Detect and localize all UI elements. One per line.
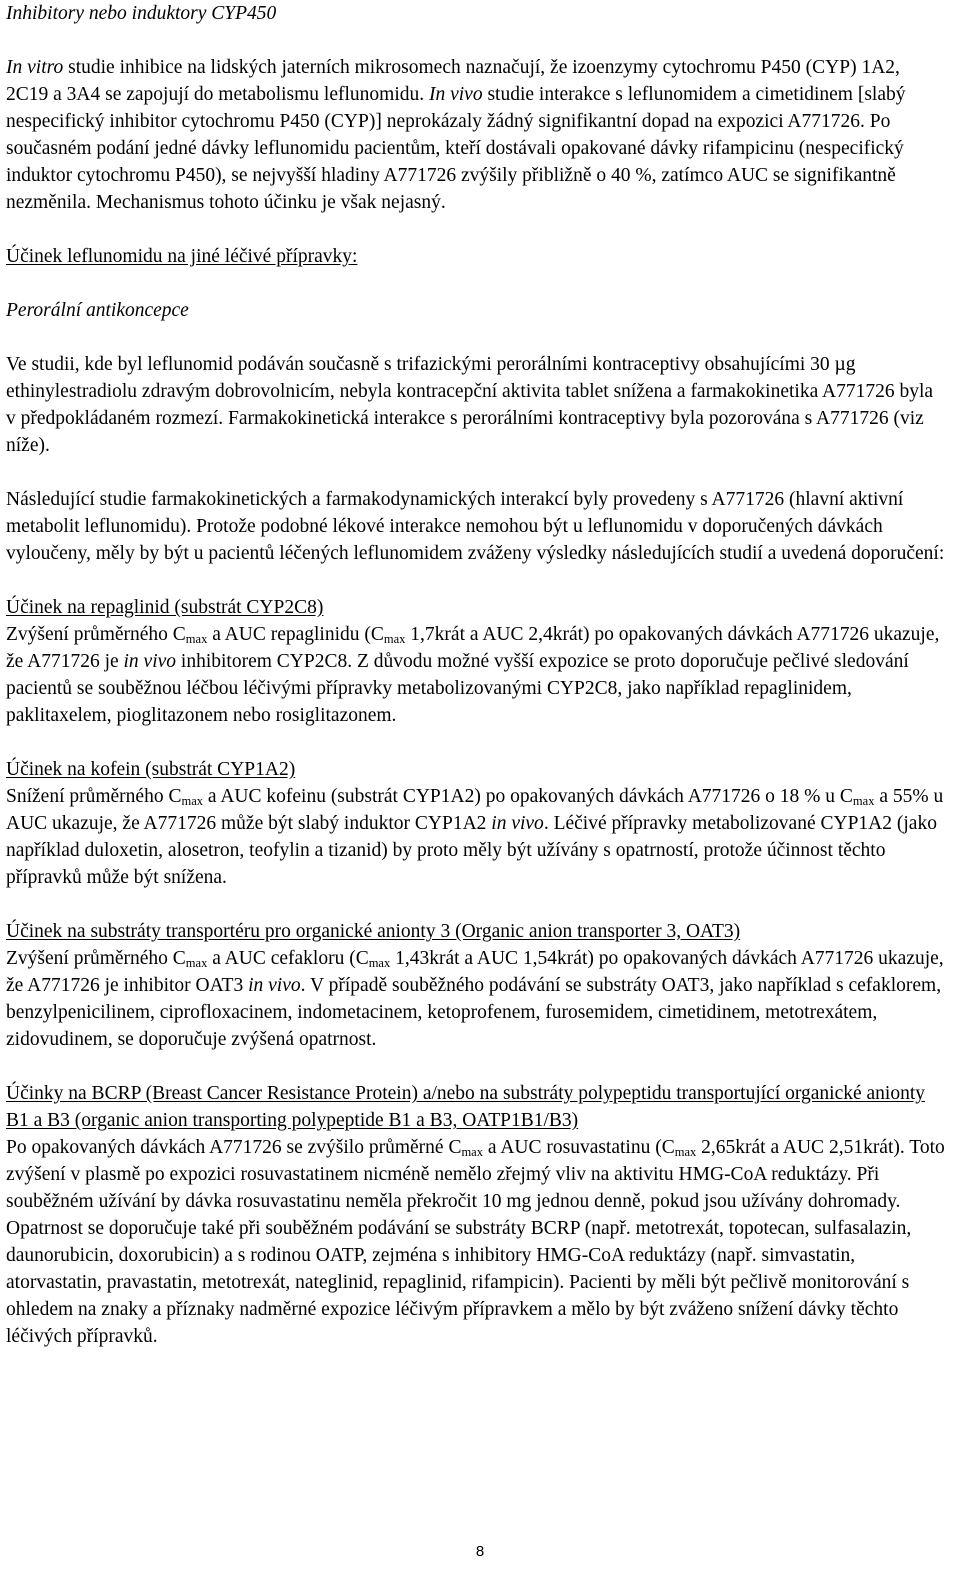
paragraph-bcrp	[6, 1134, 946, 1350]
paragraph-text: 2,65krát a AUC 2,51krát). Toto zvýšení v plasmě po expozici rosuvastatinem nicméně nemělo zřejmý vliv na aktivitu HMG-CoA reduktázy. Při souběžném užívání by dávka rosuvastatinu neměla překročit 10 mg jednou denně, pokud jsou užívány dohromady. Opatrnost se doporučuje také při souběžném podávání se substráty BCRP (např. metotrexát, topotecan, sulfasalazin, daunorubicin, doxorubicin) a s rodinou OATP, zejména s inhibitory HMG-CoA reduktázy (např. simvastatin, atorvastatin, pravastatin, metotrexát, nateglinid, repaglinid, rifampicin). Pacienti by měli být pečlivě monitorování s ohledem na znaky a příznaky nadměrné expozice léčivým přípravkem a mělo by být zváženo snížení dávky těchto léčivých přípravků.	[6, 1137, 945, 1347]
paragraph-kofein	[6, 783, 946, 891]
repaglinid-heading: Účinek na repaglinid (substrát CYP2C8)	[6, 597, 324, 618]
subscript-max: max	[185, 956, 208, 970]
paragraph-text: studie interakce s leflunomidem a cimetidinem [slabý nespecifický inhibitor cytochromu P450 (CYP)] neprokázaly žádný signifikantní dopad na expozici A771726. Po současném podání jedné dávky leflunomidu pacientům, kteří dostávali opakované dávky rifampicinu (nespecifický induktor cytochromu P450), se nejvyšší hladiny A771726 zvýšily přibližně o 40 %, zatímco AUC se signifikantně nezměnila. Mechanismus tohoto účinku je však nejasný.	[6, 84, 906, 213]
paragraph-text: inhibitorem CYP2C8. Z důvodu možné vyšší expozice se proto doporučuje pečlivé sledování pacientů se souběžnou léčbou léčivými přípravky metabolizovanými CYP2C8, jako například repaglinidem, paklitaxelem, pioglitazonem nebo rosiglitazonem.	[6, 651, 909, 726]
paragraph-text: Snížení průměrného C	[6, 786, 182, 807]
paragraph-oral-contraception: Ve studii, kde byl leflunomid podáván současně s trifazickými perorálními kontraceptivy obsahujícími 30 µg ethinylestradiolu zdravým dobrovolnicím, nebyla kontracepční aktivita tablet snížena a farmakokinetika A771726 byla v předpokládaném rozmezí. Farmakokinetická interakce s perorálními kontraceptivy byla pozorována s A771726 (viz níže).	[6, 354, 934, 456]
subscript-max: max	[185, 632, 208, 646]
paragraph-repaglinid	[6, 621, 946, 729]
in-vivo-term: in vivo	[248, 975, 301, 996]
subscript-max: max	[461, 1145, 483, 1159]
subscript-max: max	[852, 794, 875, 808]
effect-on-other-drugs-heading: Účinek leflunomidu na jiné léčivé přípravky:	[6, 246, 358, 267]
paragraph-text: . Léčivé přípravky metabolizované CYP1A2 (jako například duloxetin, alosetron, teofylin a tizanid) by proto měly být užívány s opatrností, protože účinnost těchto přípravků může být snížena.	[6, 813, 937, 888]
paragraph-text: 1,43krát a AUC 1,54krát) po opakovaných dávkách A771726 ukazuje, že A771726 je inhibitor OAT3	[6, 948, 944, 996]
kofein-heading: Účinek na kofein (substrát CYP1A2)	[6, 759, 296, 780]
oral-contraception-heading: Perorální antikoncepce	[6, 300, 189, 321]
oat3-heading: Účinek na substráty transportéru pro organické anionty 3 (Organic anion transporter 3, OAT3)	[6, 921, 741, 942]
paragraph-following-studies: Následující studie farmakokinetických a farmakodynamických interakcí byly provedeny s A771726 (hlavní aktivní metabolit leflunomidu). Protože podobné lékové interakce nemohou být u leflunomidu v doporučených dávkách vyloučeny, měly by být u pacientů léčených leflunomidem zváženy výsledky následujících studií a uvedená doporučení:	[6, 489, 945, 564]
paragraph-text: Zvýšení průměrného C	[6, 624, 186, 645]
subscript-max: max	[181, 794, 203, 808]
paragraph-text: a AUC rosuvastatinu (C	[482, 1137, 675, 1158]
paragraph-text: studie inhibice na lidských jaterních mikrosomech naznačují, že izoenzymy cytochromu P450 (CYP) 1A2, 2C19 a 3A4 se zapojují do metabolismu leflunomidu.	[6, 57, 900, 105]
in-vivo-term: in vivo	[491, 813, 544, 834]
paragraph-text: 1,7krát a AUC 2,4krát) po opakovaných dávkách A771726 ukazuje, že A771726 je	[6, 624, 940, 672]
paragraph-text: a 55% u AUC ukazuje, že A771726 může být slabý induktor CYP1A2	[6, 786, 944, 834]
in-vivo-term: In vivo	[428, 84, 483, 105]
subscript-max: max	[674, 1145, 697, 1159]
paragraph-oat3	[6, 945, 946, 1053]
paragraph-text: Po opakovaných dávkách A771726 se zvýšilo průměrné C	[6, 1137, 462, 1158]
bcrp-heading: Účinky na BCRP (Breast Cancer Resistance Protein) a/nebo na substráty polypeptidu transportující organické anionty B1 a B3 (organic anion transporting polypeptide B1 a B3, OATP1B1/B3)	[6, 1083, 926, 1131]
subscript-max: max	[383, 632, 406, 646]
document-page	[6, 0, 946, 1350]
paragraph-text: . V případě souběžného podávání se substráty OAT3, jako například s cefaklorem, benzylpenicilinem, ciprofloxacinem, indometacinem, ketoprofenem, furosemidem, cimetidinem, metotrexátem, zidovudinem, se doporučuje zvýšená opatrnost.	[6, 975, 942, 1050]
section-title: Inhibitory nebo induktory CYP450	[6, 3, 277, 24]
paragraph-cyp450-interactions	[6, 54, 946, 216]
paragraph-text: a AUC repaglinidu (C	[207, 624, 384, 645]
paragraph-text: Zvýšení průměrného C	[6, 948, 186, 969]
in-vivo-term: in vivo	[123, 651, 177, 672]
subscript-max: max	[368, 956, 391, 970]
page-number: 8	[475, 1543, 485, 1560]
paragraph-text: a AUC cefakloru (C	[207, 948, 369, 969]
paragraph-text: a AUC kofeinu (substrát CYP1A2) po opakovaných dávkách A771726 o 18 % u C	[203, 786, 853, 807]
in-vitro-term: In vitro	[6, 57, 64, 78]
